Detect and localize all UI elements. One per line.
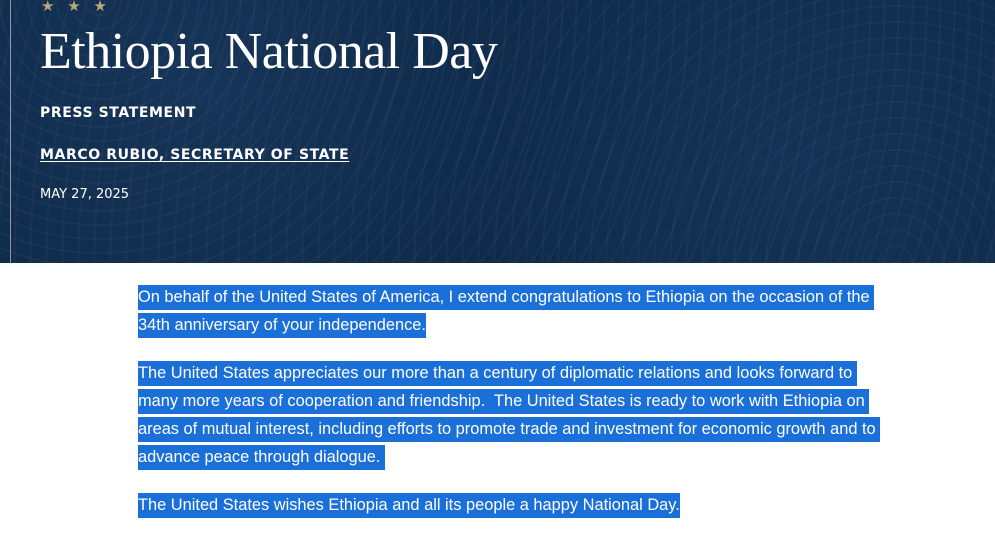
hero-banner bbox=[0, 0, 995, 263]
hero-vertical-rule bbox=[10, 0, 11, 263]
author-link[interactable]: MARCO RUBIO, SECRETARY OF STATE bbox=[40, 147, 350, 163]
page-title: Ethiopia National Day bbox=[40, 23, 498, 80]
publish-date: MAY 27, 2025 bbox=[40, 187, 130, 202]
body-paragraph bbox=[138, 283, 878, 339]
body-paragraph bbox=[138, 491, 878, 519]
stars-icon: ★ ★ ★ bbox=[41, 0, 111, 15]
statement-body bbox=[138, 283, 881, 539]
paragraph-text: The United States appreciates our more than a century of diplomatic relations and looks forward to many more years of cooperation and friendship. The United States is ready to work with Ethiopia on areas of mutual interest, including efforts to promote trade and investment for economic growth and to advance peace through dialogue. bbox=[138, 361, 880, 470]
paragraph-text: On behalf of the United States of America, I extend congratulations to Ethiopia on the occasion of the 34th anniversary of your independence. bbox=[138, 285, 874, 338]
content-type-label: PRESS STATEMENT bbox=[40, 105, 197, 121]
body-paragraph bbox=[138, 359, 881, 471]
paragraph-text: The United States wishes Ethiopia and all its people a happy National Day. bbox=[138, 493, 680, 518]
